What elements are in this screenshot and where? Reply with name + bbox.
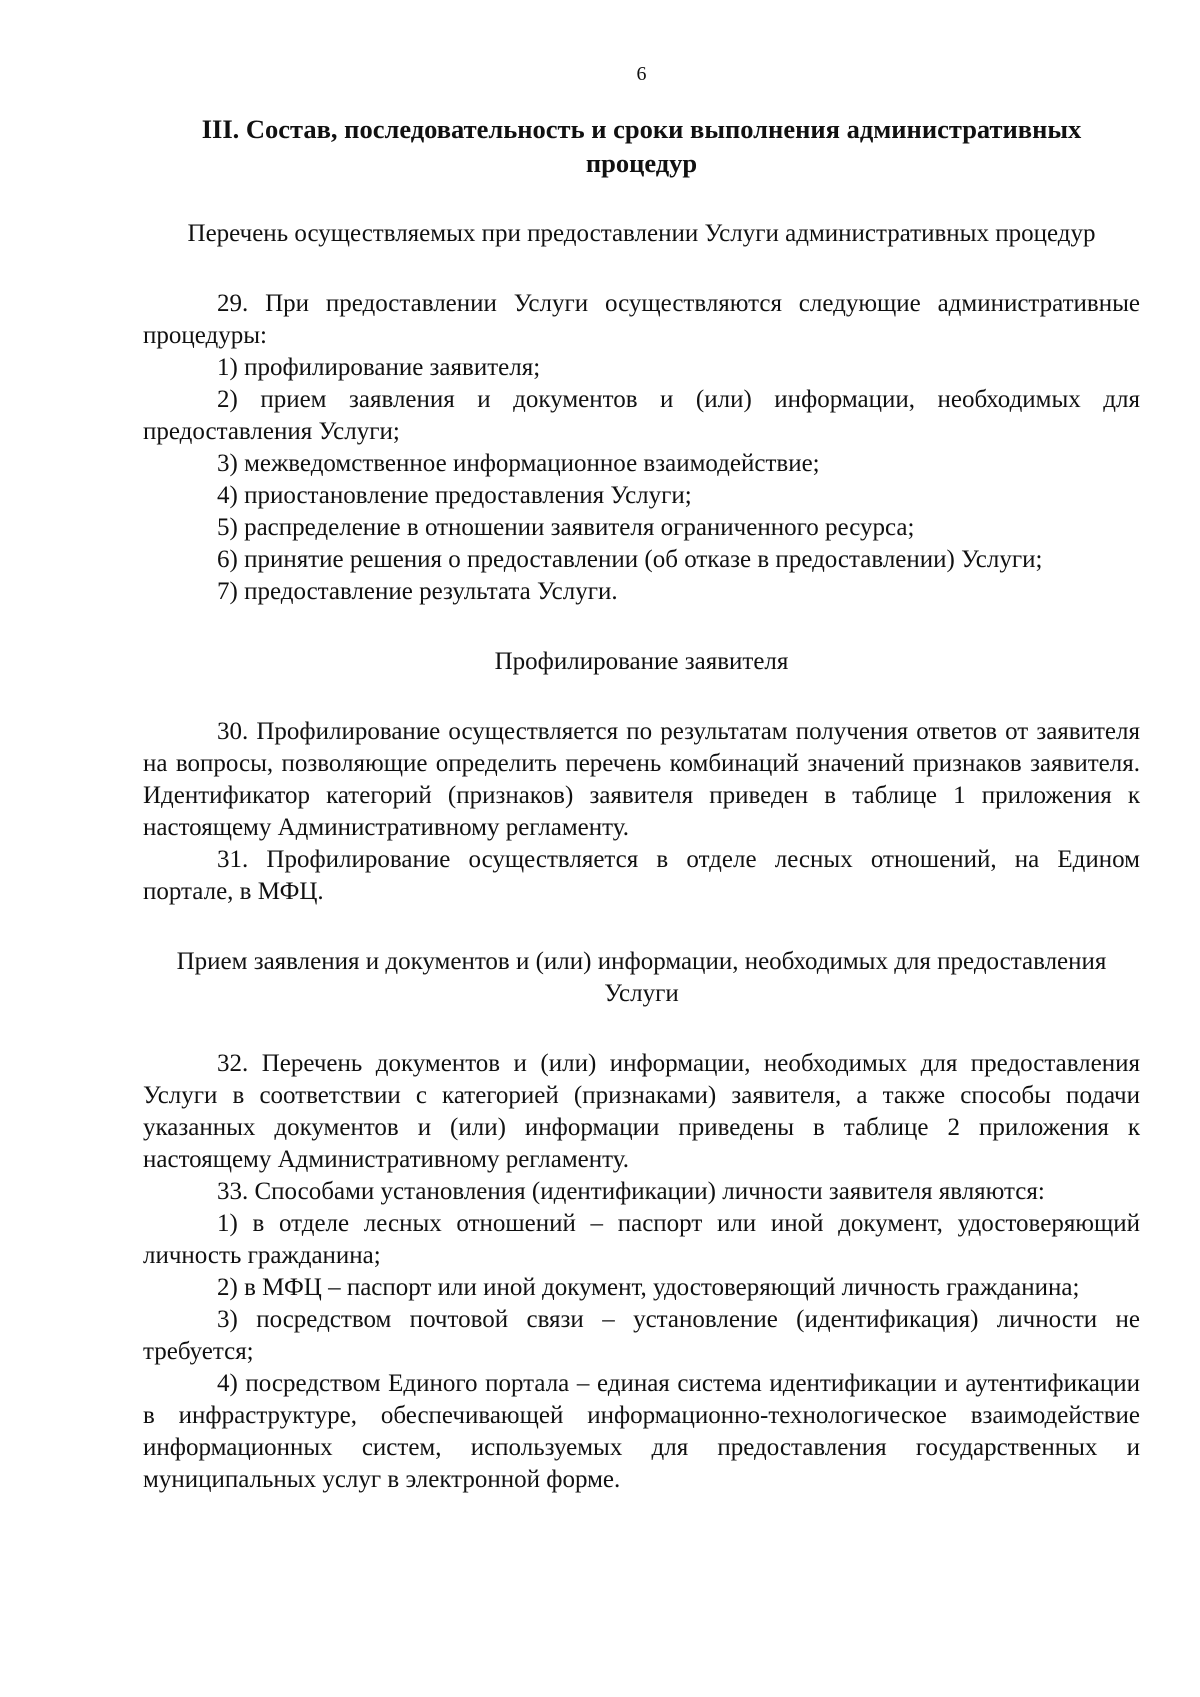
- list-item: 5) распределение в отношении заявителя ограниченного ресурса;: [217, 514, 915, 541]
- list-item: 6) принятие решения о предоставлении (об отказе в предоставлении) Услуги;: [217, 546, 1043, 573]
- list-item: 7) предоставление результата Услуги.: [217, 578, 618, 605]
- section-title: III. Состав, последовательность и сроки выполнения административных процедур: [201, 114, 1082, 178]
- subsection-heading: Профилирование заявителя: [494, 648, 789, 675]
- list-item: 1) профилирование заявителя;: [217, 354, 541, 381]
- paragraph: 29. При предоставлении Услуги осуществляются следующие административные процедуры:: [143, 290, 1140, 349]
- paragraph: 30. Профилирование осуществляется по результатам получения ответов от заявителя на вопросы, позволяющие определить перечень комбинаций значений признаков заявителя. Идентификатор категорий (признаков) заявителя приведен в таблице 1 приложения к настоящему Административному регламенту.: [143, 718, 1140, 841]
- subsection-heading: Перечень осуществляемых при предоставлении Услуги административных процедур: [187, 220, 1096, 247]
- paragraph: 32. Перечень документов и (или) информации, необходимых для предоставления Услуги в соответствии с категорией (признаками) заявителя, а также способы подачи указанных документов и (или) информации приведены в таблице 2 приложения к настоящему Административному регламенту.: [143, 1050, 1140, 1173]
- list-item: 3) межведомственное информационное взаимодействие;: [217, 450, 820, 477]
- list-item: 2) прием заявления и документов и (или) информации, необходимых для предоставления Услуги;: [143, 386, 1140, 445]
- list-item: 1) в отделе лесных отношений – паспорт или иной документ, удостоверяющий личность гражданина;: [143, 1210, 1140, 1269]
- paragraph: 33. Способами установления (идентификации) личности заявителя являются:: [217, 1178, 1045, 1205]
- list-item: 2) в МФЦ – паспорт или иной документ, удостоверяющий личность гражданина;: [217, 1274, 1080, 1301]
- paragraph: 31. Профилирование осуществляется в отделе лесных отношений, на Едином портале, в МФЦ.: [143, 846, 1140, 905]
- subsection-heading: Прием заявления и документов и (или) информации, необходимых для предоставления Услуги: [176, 948, 1107, 1007]
- list-item: 3) посредством почтовой связи – установление (идентификация) личности не требуется;: [143, 1306, 1140, 1365]
- list-item: 4) приостановление предоставления Услуги;: [217, 482, 692, 509]
- list-item: 4) посредством Единого портала – единая система идентификации и аутентификации в инфраструктуре, обеспечивающей информационно-технологическое взаимодействие информационных систем, используемых для предоставления государственных и муниципальных услуг в электронной форме.: [143, 1370, 1140, 1493]
- page-number: 6: [636, 63, 647, 85]
